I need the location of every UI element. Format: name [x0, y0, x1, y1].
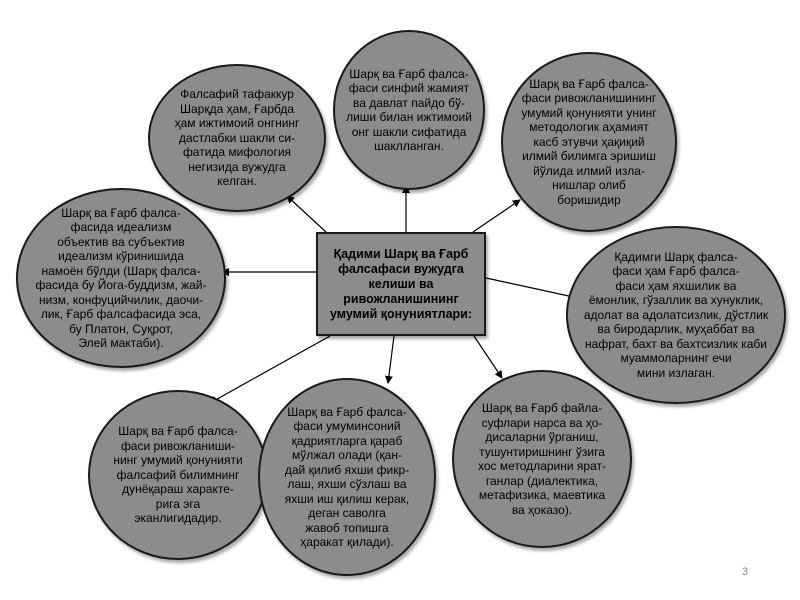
node-bottom-right: [452, 370, 632, 548]
node-top-right-text: Шарқ ва Ғарб фалса- фаси ривожланишининг умумий қонунияти унинг методологик аҳамият касб этувчи ҳақиқий илмий билимга эришиш йўлида илмий изла- нишлар олиб боришидир: [521, 76, 657, 207]
arrow-to-bottom-right: [474, 336, 502, 378]
node-top-left: [148, 64, 326, 212]
node-bottom-left-text: Шарқ ва Ғарб фалса- фаси ривожланиши- нинг умумий қонунияти фалсафий билимнинг дунёқараш характе- рига эга эканлигидадир.: [113, 424, 243, 526]
node-top-right: [501, 52, 677, 232]
node-left: [16, 188, 226, 368]
node-bottom-center-text: Шарқ ва Ғарб фалса- фаси умуминсоний қадриятларга қараб мўлжал олади (қан- дай қилиб яхши фикр- лаш, яхши сўзлаш ва яхши иш қилиш керак, деган саволга жавоб топишга ҳаракат қилади).: [284, 404, 410, 549]
node-bottom-center: [258, 378, 436, 576]
arrow-to-top-left: [287, 196, 326, 232]
node-top-left-text: Фалсафий тафаккур Шарқда ҳам, Ғарбда ҳам ижтимоий онгнинг дастлабки шакли си- фатида мифология негизида вужудга келган.: [174, 87, 300, 189]
node-right: [566, 226, 786, 404]
node-top-center-text: Шарқ ва Ғарб фалса- фаси синфий жамият ва давлат пайдо бў- лиши билан ижтимоий онг шакли сифатида шаклланган.: [346, 66, 472, 153]
arrow-to-top-right: [473, 200, 520, 232]
node-top-center: [333, 30, 485, 190]
arrow-to-right: [486, 278, 578, 298]
arrow-to-bottom-center: [388, 336, 394, 383]
node-bottom-left: [88, 390, 268, 560]
node-left-text: Шарқ ва Ғарб фалса- фасида идеализм объектив ва субъектив идеализм кўринишида намоён бўлди (Шарқ фалса- фасида бу Йога-буддизм, жай- низм, конфуцийчилик, даочи- лик, Ғарб фалсафасида эса, бу Платон, Суқрот, Элей мактаби).: [35, 205, 207, 350]
node-bottom-right-text: Шарқ ва Ғарб файла- суфлари нарса ва ҳо- дисаларни ўрганиш, тушунтиришнинг ўзига хос методларини ярат- ганлар (диалектика, метафизика, маевтика ва ҳоказо).: [478, 401, 606, 517]
center-topic-box: [316, 232, 486, 336]
node-right-text: Қадимги Шарқ фалса- фаси ҳам Ғарб фалса- фаси ҳам яхшилик ва ёмонлик, гўзаллик ва хунуклик, адолат ва адолатсизлик, дўстлик ва биродарлик, муҳаббат ва нафрат, бахт ва бахтсизлик каби муаммоларнинг ечи мини излаган.: [583, 249, 769, 380]
page-number: 3: [742, 566, 749, 578]
center-topic-text: Қадими Шарқ ва Ғарб фалсафаси вужудга келиши ва ривожланишининг умумий қонуниятлари:: [330, 246, 472, 321]
